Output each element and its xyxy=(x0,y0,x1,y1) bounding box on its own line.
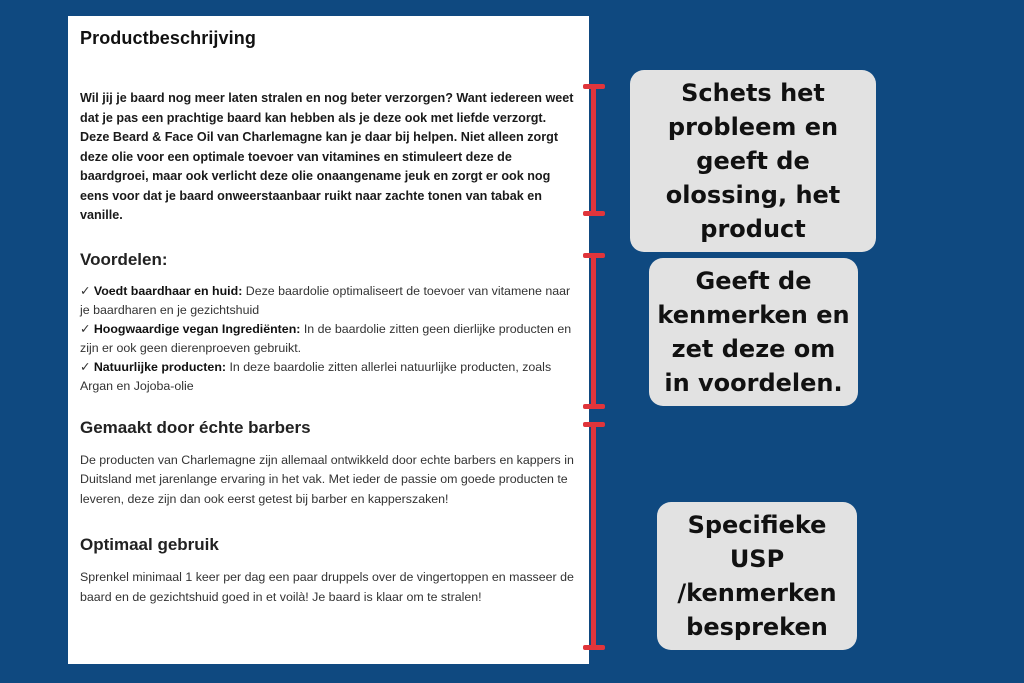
benefit-text: In de baardolie zitten geen dierlijke producten en zijn er ook geen dierenproeven gebruikt. xyxy=(80,321,572,355)
barbers-paragraph: De producten van Charlemagne zijn allemaal ontwikkeld door echte barbers en kappers in Duitsland met jarenlange ervaring in het vak. Met ieder de passie om goede producten te leveren, deze zijn dan ook eerst getest bij barber en kapperszaken! xyxy=(80,452,574,506)
benefit-title: Hoogwaardige vegan Ingrediënten: xyxy=(93,321,301,336)
benefit-text: Deze baardolie optimaliseert de toevoer van vitamene naar je baardharen en je gezichtshuid xyxy=(80,283,571,317)
page-title: Productbeschrijving xyxy=(80,28,256,48)
usage-heading: Optimaal gebruik xyxy=(80,535,219,554)
benefits-heading: Voordelen: xyxy=(80,249,168,269)
intro-paragraph: Wil jij je baard nog meer laten stralen en nog beter verzorgen? Want iedereen weet dat je pas een prachtige baard kan hebben als je deze ook met liefde verzorgt. Deze Beard & Face Oil van Charlemagne kan je daar bij helpen. Niet alleen zorgt deze olie voor een optimale toevoer van vitamines en stimuleert deze de baardgroei, maar ook verlicht deze olie onaangename jeuk en zorgt er ook nog eens voor dat je baard onweerstaanbaar ruikt naar zachte tonen van tabak en vanille. xyxy=(80,91,574,222)
bracket-problem xyxy=(583,84,607,216)
checkmark-icon: ✓ xyxy=(80,283,91,298)
callout-problem: Schets het probleem en geeft de olossing, het product xyxy=(630,70,876,252)
bracket-usp xyxy=(583,422,607,650)
benefit-item xyxy=(80,282,577,320)
checkmark-icon: ✓ xyxy=(80,359,91,374)
checkmark-icon: ✓ xyxy=(80,321,91,336)
benefit-text: In deze baardolie zitten allerlei natuurlijke producten, zoals Argan en Jojoba-olie xyxy=(80,359,552,393)
benefit-item xyxy=(80,320,577,358)
benefit-title: Voedt baardhaar en huid: xyxy=(93,283,243,298)
benefits-list xyxy=(80,282,577,396)
product-description-panel xyxy=(68,16,589,664)
usage-paragraph: Sprenkel minimaal 1 keer per dag een paar druppels over de vingertoppen en masseer de baard en de gezichtshuid goed in et voilà! Je baard is klaar om te stralen! xyxy=(80,570,574,604)
barbers-heading: Gemaakt door échte barbers xyxy=(80,417,311,437)
benefit-item xyxy=(80,358,577,396)
benefit-title: Natuurlijke producten: xyxy=(93,359,227,374)
bracket-features xyxy=(583,253,607,409)
callout-usp: Specifieke USP /kenmerken bespreken xyxy=(657,502,857,650)
callout-features: Geeft de kenmerken en zet deze om in voordelen. xyxy=(649,258,858,406)
